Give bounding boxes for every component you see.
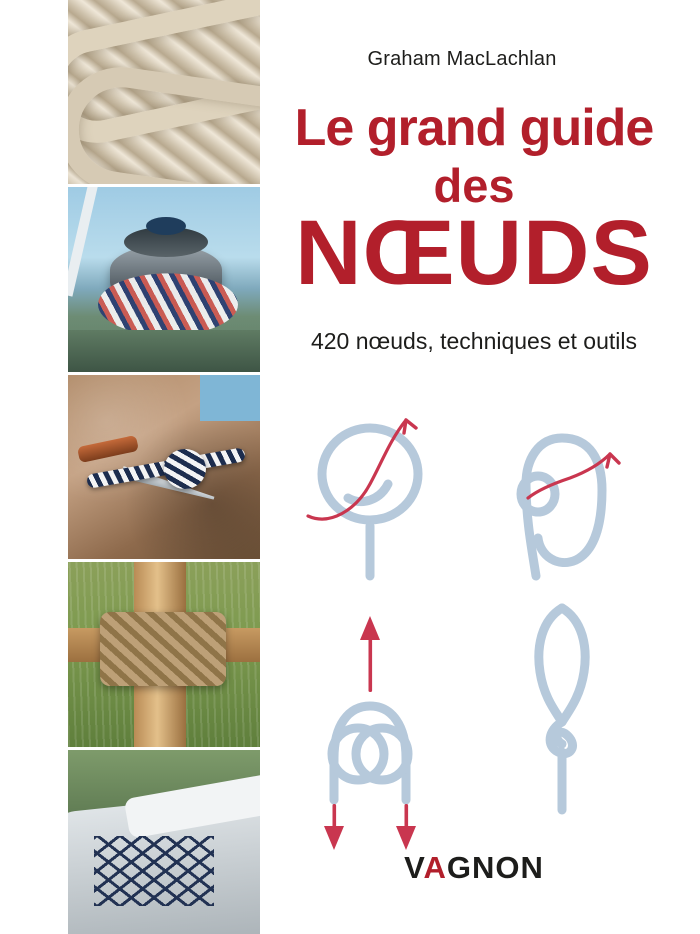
- figure-3-up-arrow: [360, 616, 380, 692]
- title-line-1: Le grand guide: [294, 99, 654, 157]
- coiled-rope-photo: [68, 0, 260, 187]
- lacing-shape: [94, 836, 214, 906]
- publisher-logo: [262, 850, 686, 886]
- knot-figure-overhand-loop: [322, 428, 418, 576]
- rope-coil-shape: [98, 273, 238, 335]
- climbing-rope-photo: [68, 375, 260, 562]
- knot-figure-stopper: [539, 608, 585, 810]
- lashing-photo: [68, 562, 260, 749]
- knot-figures: [270, 380, 690, 850]
- sky-shape: [200, 375, 260, 421]
- title-area: [262, 0, 700, 934]
- publisher-suffix: GNON: [446, 850, 544, 885]
- lashing-rope-shape: [100, 612, 226, 686]
- knot-shape: [164, 449, 206, 489]
- boat-cover-photo: [68, 750, 260, 934]
- title-line-2: des: [433, 159, 515, 212]
- figure-3-down-arrow-right: [396, 804, 416, 850]
- publisher-prefix: V: [404, 850, 424, 885]
- subtitle: 420 nœuds, techniques et outils: [310, 328, 638, 354]
- photo-strip: [68, 0, 260, 934]
- mast-shape: [68, 187, 99, 297]
- author-name: Graham MacLachlan: [367, 48, 557, 70]
- knot-figure-sheet-bend: [332, 706, 408, 800]
- tool-handle-shape: [77, 435, 139, 463]
- deck-shape: [68, 330, 260, 372]
- winch-photo: [68, 187, 260, 374]
- figure-3-down-arrow-left: [324, 804, 344, 850]
- publisher-accent: A: [423, 850, 447, 885]
- title-line-3: NŒUDS: [295, 202, 653, 304]
- knot-figure-bowline: [521, 438, 602, 576]
